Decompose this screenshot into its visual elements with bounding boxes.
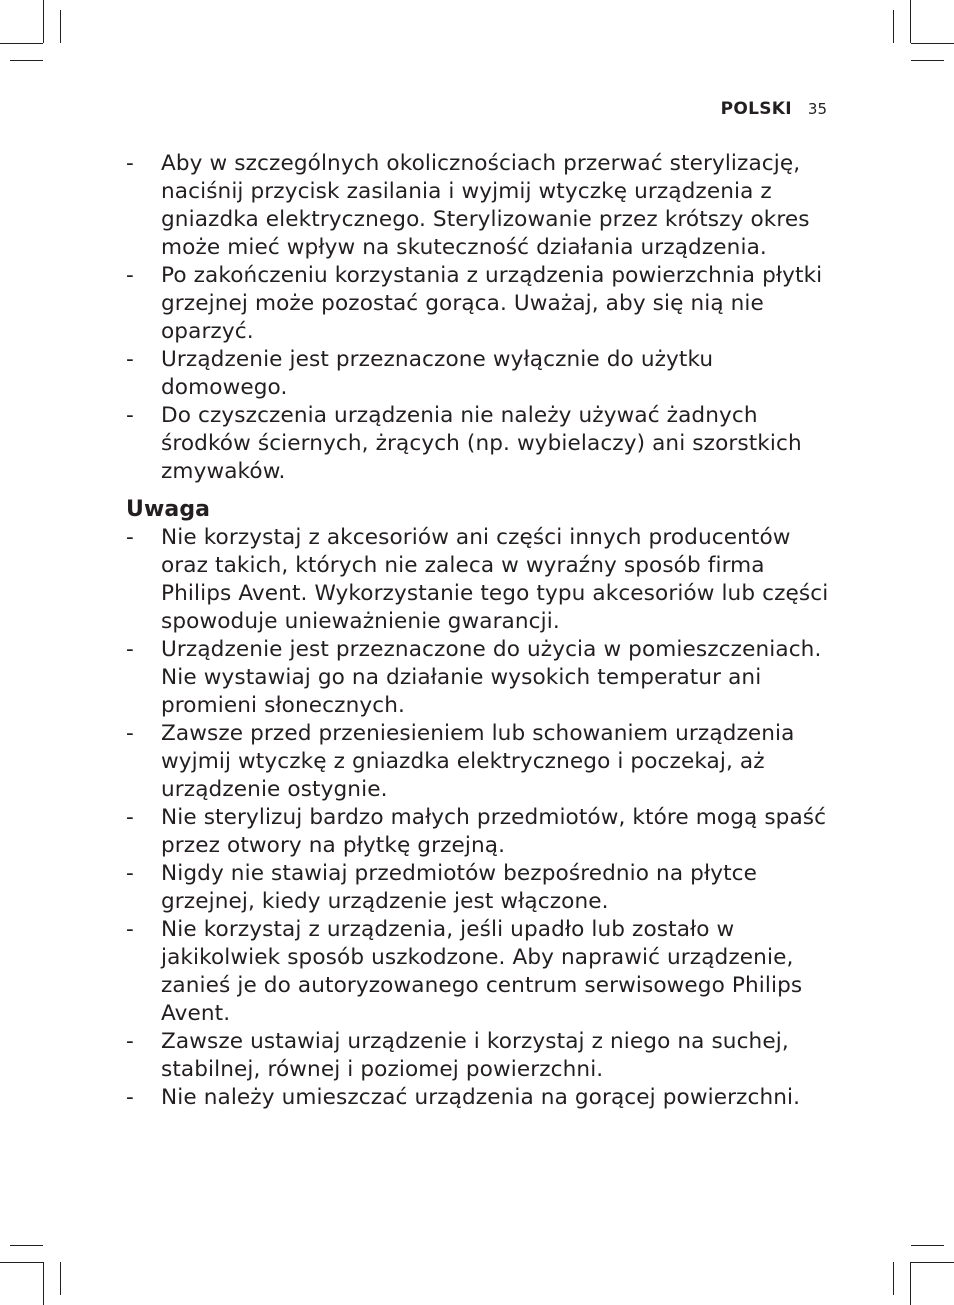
bullet-dash: -: [126, 525, 134, 550]
bullet-dash: -: [126, 917, 134, 942]
crop-mark: [0, 1262, 43, 1263]
list-item: - Po zakończeniu korzystania z urządzenia powierzchnia płytki grzejnej może pozostać gorąca. Uważaj, aby się nią nie oparzyć.: [126, 263, 823, 344]
caution-list: [126, 524, 831, 1112]
crop-mark: [10, 60, 43, 61]
crop-mark: [910, 0, 911, 43]
crop-mark: [911, 43, 954, 44]
list-item: - Nie korzystaj z akcesoriów ani części innych producentów oraz takich, których nie zaleca w wyraźny sposób firma Philips Avent. Wykorzystanie tego typu akcesoriów lub części spowoduje unieważnienie gwarancji.: [126, 525, 829, 634]
bullet-dash: -: [126, 1085, 134, 1110]
list-item: - Zawsze ustawiaj urządzenie i korzystaj z niego na suchej, stabilnej, równej i poziomej powierzchni.: [126, 1029, 789, 1082]
list-item: - Aby w szczególnych okolicznościach przerwać sterylizację, naciśnij przycisk zasilania i wyjmij wtyczkę urządzenia z gniazdka elektrycznego. Sterylizowanie przez krótszy okres może mieć wpływ na skuteczność działania urządzenia.: [126, 151, 810, 260]
crop-mark: [910, 1262, 911, 1305]
bullet-dash: -: [126, 1029, 134, 1054]
bullet-dash: -: [126, 263, 134, 288]
language-label: POLSKI: [720, 99, 792, 119]
crop-mark: [911, 60, 944, 61]
crop-mark: [893, 10, 894, 43]
crop-mark: [0, 43, 43, 44]
crop-mark: [43, 0, 44, 43]
bullet-dash: -: [126, 347, 134, 372]
list-item: - Zawsze przed przeniesieniem lub schowaniem urządzenia wyjmij wtyczkę z gniazdka elektrycznego i poczekaj, aż urządzenie ostygnie.: [126, 721, 795, 802]
crop-mark: [893, 1262, 894, 1295]
list-item: - Nie należy umieszczać urządzenia na gorącej powierzchni.: [126, 1085, 801, 1110]
caution-heading: Uwaga: [126, 497, 211, 522]
intro-list: [126, 150, 831, 486]
list-item: - Nie korzystaj z urządzenia, jeśli upadło lub zostało w jakikolwiek sposób uszkodzone. Aby naprawić urządzenie, zanieś je do autoryzowanego centrum serwisowego Philips Avent.: [126, 917, 803, 1026]
list-item: - Urządzenie jest przeznaczone do użycia w pomieszczeniach. Nie wystawiaj go na działanie wysokich temperatur ani promieni słonecznych.: [126, 637, 822, 718]
page-number: 35: [807, 100, 827, 118]
crop-mark: [60, 10, 61, 43]
bullet-dash: -: [126, 805, 134, 830]
list-item: - Do czyszczenia urządzenia nie należy używać żadnych środków ściernych, żrących (np. wybielaczy) ani szorstkich zmywaków.: [126, 403, 802, 484]
list-item: - Urządzenie jest przeznaczone wyłącznie do użytku domowego.: [126, 347, 714, 400]
page-content: [126, 150, 831, 1112]
crop-mark: [43, 1262, 44, 1305]
running-header: [721, 99, 827, 119]
list-item: - Nie sterylizuj bardzo małych przedmiotów, które mogą spaść przez otwory na płytkę grzejną.: [126, 805, 827, 858]
bullet-dash: -: [126, 151, 134, 176]
crop-mark: [10, 1245, 43, 1246]
crop-mark: [911, 1245, 944, 1246]
bullet-dash: -: [126, 637, 134, 662]
bullet-dash: -: [126, 861, 134, 886]
bullet-dash: -: [126, 721, 134, 746]
crop-mark: [60, 1262, 61, 1295]
bullet-dash: -: [126, 403, 134, 428]
list-item: - Nigdy nie stawiaj przedmiotów bezpośrednio na płytce grzejnej, kiedy urządzenie jest włączone.: [126, 861, 757, 914]
crop-mark: [911, 1262, 954, 1263]
